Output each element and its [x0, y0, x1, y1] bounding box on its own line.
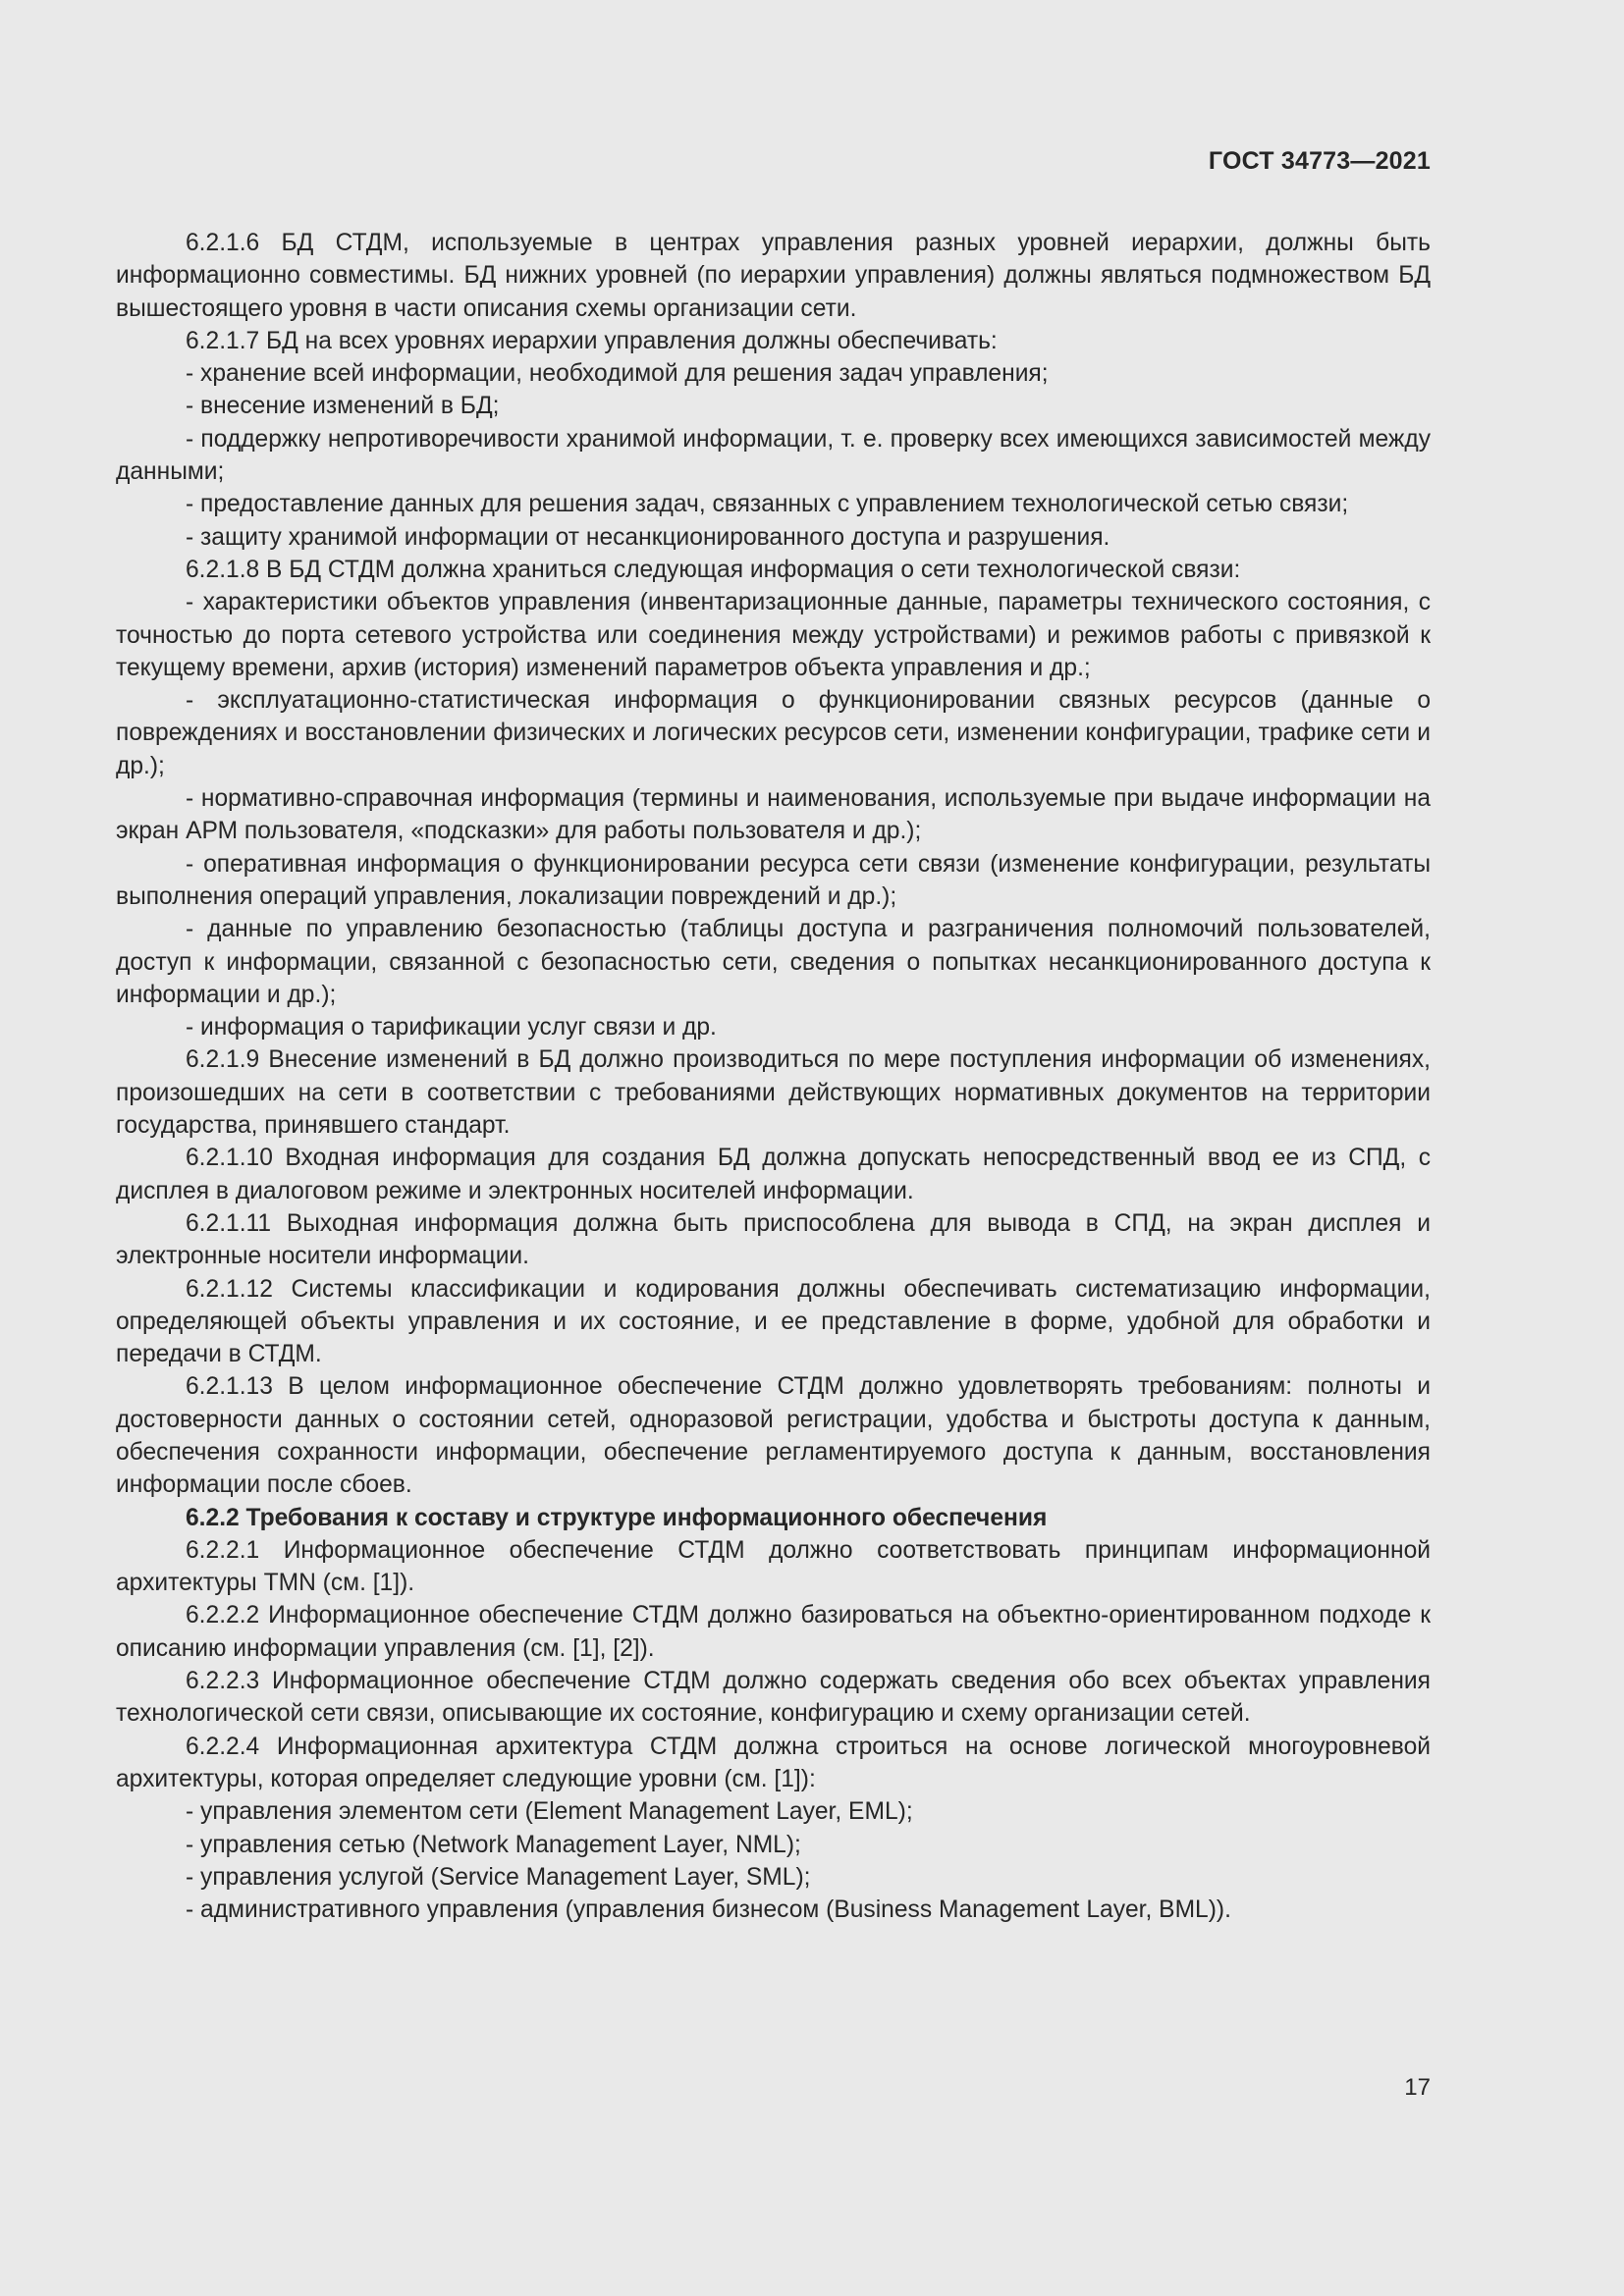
list-item: - информация о тарификации услуг связи и др. [186, 1014, 717, 1041]
body-text [116, 227, 1431, 1926]
list-item: - защиту хранимой информации от несанкционированного доступа и разрушения. [186, 523, 1110, 551]
paragraph-6-2-1-11: 6.2.1.11 Выходная информация должна быть приспособлена для вывода в СПД, на экран дисплея и электронные носители информации. [116, 1209, 1431, 1270]
paragraph-6-2-1-10: 6.2.1.10 Входная информация для создания БД должна допускать непосредственный ввод ее из СПД, с дисплея в диалоговом режиме и электронных носителей информации. [116, 1145, 1431, 1204]
paragraph-6-2-1-8: 6.2.1.8 В БД СТДМ должна храниться следующая информация о сети технологической связи: [186, 556, 1241, 583]
paragraph-6-2-2-4: 6.2.2.4 Информационная архитектура СТДМ должна строиться на основе логической многоуровневой архитектуры, которая определяет следующие уровни (см. [1]): [116, 1733, 1431, 1792]
section-heading-6-2-2: 6.2.2 Требования к составу и структуре информационного обеспечения [186, 1504, 1048, 1531]
list-item: - управления элементом сети (Element Management Layer, EML); [186, 1798, 913, 1826]
list-item: - хранение всей информации, необходимой для решения задач управления; [186, 360, 1049, 388]
list-item: - административного управления (управления бизнесом (Business Management Layer, BML)). [186, 1896, 1231, 1924]
list-item: - оперативная информация о функционировании ресурса сети связи (изменение конфигурации, результаты выполнения операций управления, локализации повреждений и др.); [116, 850, 1431, 910]
paragraph-6-2-2-3: 6.2.2.3 Информационное обеспечение СТДМ должно содержать сведения обо всех объектах управления технологической сети связи, описывающие их состояние, конфигурацию и схему организации сетей. [116, 1668, 1431, 1728]
paragraph-6-2-2-1: 6.2.2.1 Информационное обеспечение СТДМ должно соответствовать принципам информационной архитектуры TMN (см. [1]). [116, 1536, 1431, 1597]
list-item: - внесение изменений в БД; [186, 393, 500, 420]
page-number: 17 [1404, 2074, 1431, 2101]
paragraph-6-2-2-2: 6.2.2.2 Информационное обеспечение СТДМ должно базироваться на объектно-ориентированном подходе к описанию информации управления (см. [1], [2]). [116, 1602, 1431, 1662]
list-item: - управления сетью (Network Management Layer, NML); [186, 1831, 801, 1858]
list-item: - характеристики объектов управления (инвентаризационные данные, параметры технического состояния, с точностью до порта сетевого устройства или соединения между устройствами) и режимов работы с привязкой к текущему времени, архив (история) изменений параметров объекта управления и др.; [116, 589, 1431, 681]
list-item: - данные по управлению безопасностью (таблицы доступа и разграничения полномочий пользователей, доступ к информации, связанной с безопасностью сети, сведения о попытках несанкционированного доступа к информации и др.); [116, 916, 1431, 1008]
paragraph-6-2-1-13: 6.2.1.13 В целом информационное обеспечение СТДМ должно удовлетворять требованиям: полноты и достоверности данных о состоянии сетей, одноразовой регистрации, удобства и быстроты доступа к данным, обеспечения сохранности информации, обеспечение регламентируемого доступа к данным, восстановления информации после сбоев. [116, 1373, 1431, 1499]
list-item: - нормативно-справочная информация (термины и наименования, используемые при выдаче информации на экран АРМ пользователя, «подсказки» для работы пользователя и др.); [116, 785, 1431, 845]
paragraph-6-2-1-12: 6.2.1.12 Системы классификации и кодирования должны обеспечивать систематизацию информации, определяющей объекты управления и их состояние, и ее представление в форме, удобной для обработки и передачи в СТДМ. [116, 1275, 1431, 1368]
paragraph-6-2-1-9: 6.2.1.9 Внесение изменений в БД должно производиться по мере поступления информации об изменениях, произошедших на сети в соответствии с требованиями действующих нормативных документов на территории государства, принявшего стандарт. [116, 1046, 1431, 1140]
paragraph-6-2-1-7: 6.2.1.7 БД на всех уровнях иерархии управления должны обеспечивать: [186, 327, 998, 354]
standard-designation: ГОСТ 34773—2021 [1208, 147, 1431, 175]
paragraph-6-2-1-6: 6.2.1.6 БД СТДМ, используемые в центрах управления разных уровней иерархии, должны быть информационно совместимы. БД нижних уровней (по иерархии управления) должны являться подмножеством БД вышестоящего уровня в части описания схемы организации сети. [116, 230, 1431, 322]
list-item: - предоставление данных для решения задач, связанных с управлением технологической сетью связи; [186, 491, 1349, 518]
list-item: - поддержку непротиворечивости хранимой информации, т. е. проверку всех имеющихся зависимостей между данными; [116, 425, 1431, 486]
list-item: - управления услугой (Service Management Layer, SML); [186, 1863, 811, 1891]
list-item: - эксплуатационно-статистическая информация о функционировании связных ресурсов (данные о повреждениях и восстановлении физических и логических ресурсов сети, изменении конфигурации, трафике сети и др.); [116, 687, 1431, 779]
